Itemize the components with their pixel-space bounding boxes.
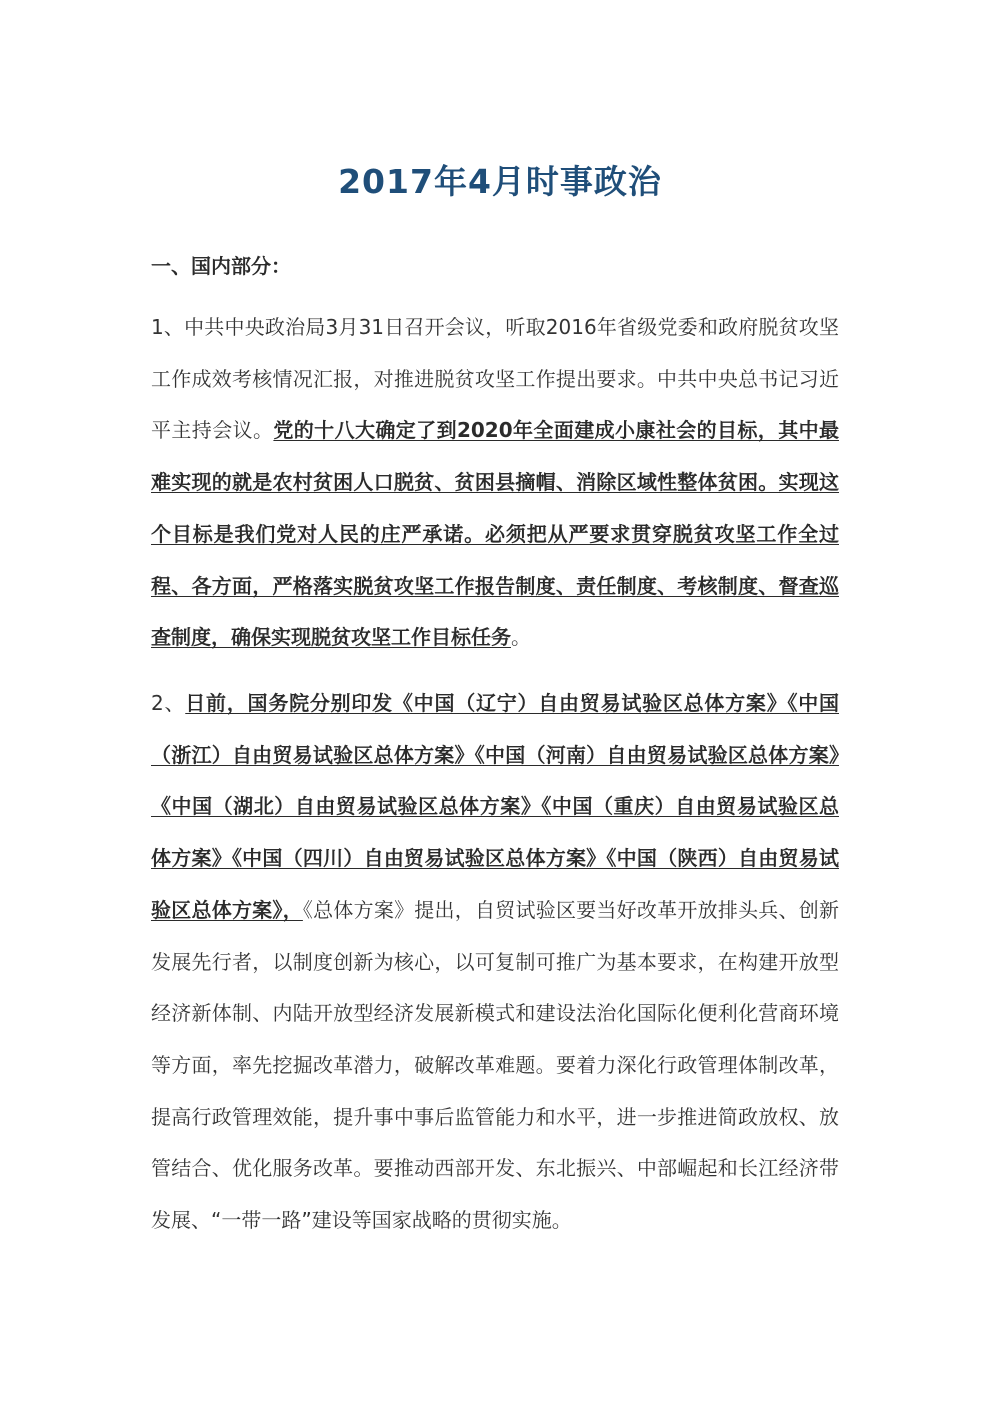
news-item-1: [151, 302, 839, 664]
news-item-1-text: 1、中共中央政治局3月31日召开会议，听取2016年省级党委和政府脱贫攻坚工作成效考核情况汇报，对推进脱贫攻坚工作提出要求。中共中央总书记习近平主持会议。: [151, 315, 839, 443]
news-item-1-emphasis: 党的十八大确定了到2020年全面建成小康社会的目标，其中最难实现的就是农村贫困人口脱贫、贫困县摘帽、消除区域性整体贫困。实现这个目标是我们党对人民的庄严承诺。必须把从严要求贯穿脱贫攻坚工作全过程、各方面，严格落实脱贫攻坚工作报告制度、责任制度、考核制度、督查巡查制度，确保实现脱贫攻坚工作目标任务: [151, 418, 839, 650]
news-item-2-text: 《总体方案》提出，自贸试验区要当好改革开放排头兵、创新发展先行者，以制度创新为核心，以可复制可推广为基本要求，在构建开放型经济新体制、内陆开放型经济发展新模式和建设法治化国际化便利化营商环境等方面，率先挖掘改革潜力，破解改革难题。要着力深化行政管理体制改革，提高行政管理效能，提升事中事后监管能力和水平，进一步推进简政放权、放管结合、优化服务改革。要推动西部开发、东北振兴、中部崛起和长江经济带发展、“一带一路”建设等国家战略的贯彻实施。: [151, 897, 840, 1233]
news-item-2-emphasis: 日前，国务院分别印发《中国（辽宁）自由贸易试验区总体方案》《中国（浙江）自由贸易试验区总体方案》《中国（河南）自由贸易试验区总体方案》《中国（湖北）自由贸易试验区总体方案》《中国（重庆）自由贸易试验区总体方案》《中国（四川）自由贸易试验区总体方案》《中国（陕西）自由贸易试验区总体方案》，: [151, 691, 839, 922]
section-heading-domestic: 一、国内部分：: [151, 254, 291, 278]
document-title: 2017年4月时事政治: [338, 162, 662, 201]
news-item-1-ending: 。: [511, 625, 531, 650]
news-item-2-number: 2、: [151, 691, 186, 715]
news-item-2: [151, 678, 839, 1247]
